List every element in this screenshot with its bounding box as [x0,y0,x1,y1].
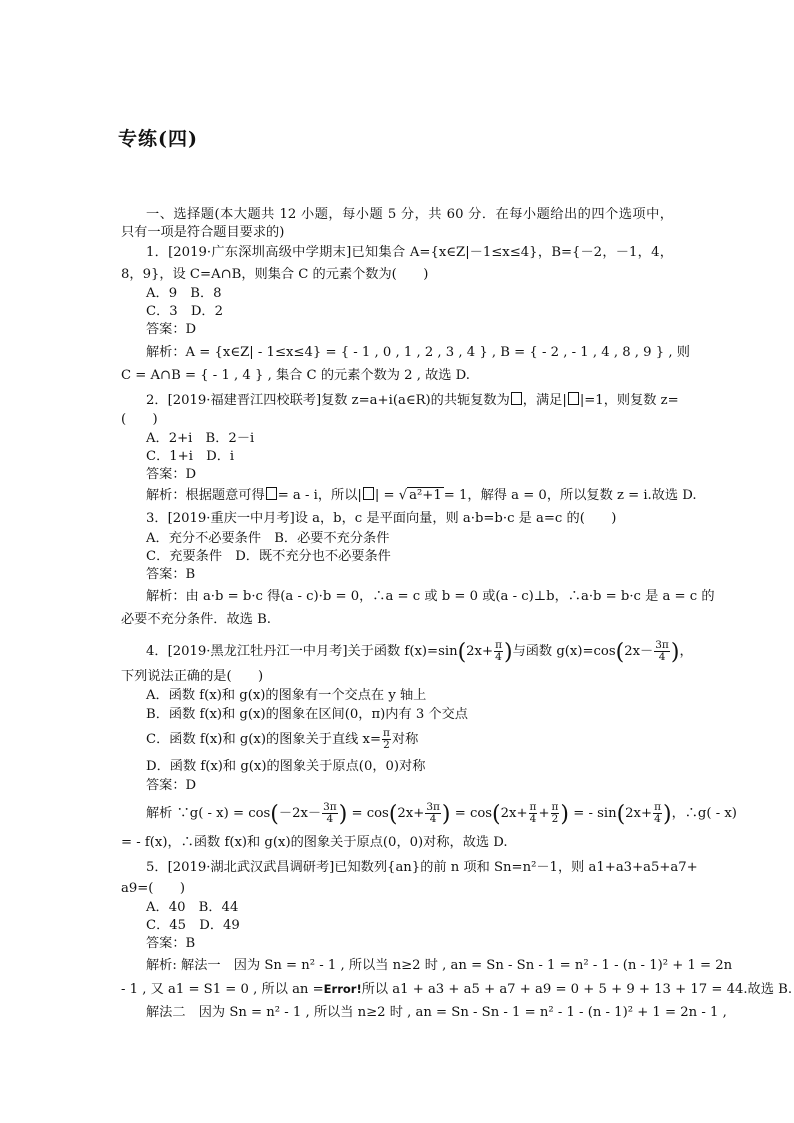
section-intro-line2: 只有一项是符合题目要求的) [121,225,285,240]
q3-explanation-line1: 解析：由 a·b = b·c 得(a - c)·b = 0，∴a = c 或 b = 0 或(a - c)⊥b，∴a·b = b·c 是 a = c 的 [146,589,715,604]
q5-options-ab: A．40 B．44 [146,900,239,915]
fraction-pi-over-4: $\frac{\pi}{4}$ [495,639,502,663]
q1-answer: 答案：D [146,322,197,337]
q1-stem-line1: 1．[2019·广东深圳高级中学期末]已知集合 A={x∈Z|－1≤x≤4}，B={－2，－1，4， [146,245,673,260]
q4-stem-text-a: 4．[2019·黑龙江牡丹江一中月考]关于函数 f(x)=sin [146,644,458,659]
q4-stem-line1: 4．[2019·黑龙江牡丹江一中月考]关于函数 f(x)=sin(2x+ $\frac{\pi}{4}$ )与函数 g(x)=cos(2x－ $\frac{3\pi}{4}$ )， [146,639,693,665]
q4-stem-text-d: 2x－ [624,644,654,659]
q5-options-cd: C．45 D．49 [146,918,240,933]
q3-explanation-line2: 必要不充分条件．故选 B. [121,612,271,627]
q2-exp-sqrt: a²+1 [409,488,442,503]
fraction-pi-over-2: $\frac{\pi}{2}$ [383,727,390,751]
q4-explanation-line1: 解析 ∵g( - x) = cos(－2x－ $\frac{3\pi}{4}$ ) = cos(2x+ $\frac{3\pi}{4}$ ) = cos(2x+ $\frac{\pi}{4}$ + $\frac{\pi}{2}$ ) = - sin(2x+ $\frac{\pi}{4}$ )，∴g( - x) [146,801,737,827]
q4-option-c [146,728,418,751]
q1-stem-line2: 8，9}，设 C=A∩B，则集合 C 的元素个数为( ) [121,267,429,282]
q4-option-d: D．函数 f(x)和 g(x)的图象关于原点(0，0)对称 [146,759,426,774]
conjugate-z-box-icon [266,487,277,500]
q2-stem-text-a: 2．[2019·福建晋江四校联考]复数 z=a+i(a∈R)的共轭复数为 [146,393,510,408]
q5-answer: 答案：B [146,936,196,951]
q2-options-cd: C．1+i D．i [146,449,235,464]
conjugate-z-box-icon [511,392,522,405]
q2-stem-text-b: ，满足| [522,393,567,408]
q4-stem-text-c: 与函数 g(x)=cos [512,644,616,659]
q2-explanation: 解析：根据题意可得 = a - i，所以| | = √ a²+1 = 1，解得 a = 0，所以复数 z = i.故选 D. [146,488,697,503]
q2-answer: 答案：D [146,467,197,482]
q4-answer: 答案：D [146,778,197,793]
q5-explanation-line3: 解法二 因为 Sn = n² - 1 , 所以当 n≥2 时 , an = Sn - Sn - 1 = n² - 1 - (n - 1)² + 1 = 2n - 1 , [146,1005,727,1020]
q5-explanation-line1: 解析: 解法一 因为 Sn = n² - 1 , 所以当 n≥2 时 , an = Sn - Sn - 1 = n² - 1 - (n - 1)² + 1 = 2n [146,958,733,973]
q2-exp-text-b: = a - i，所以| [277,488,362,503]
q2-exp-text-d: = 1，解得 a = 0，所以复数 z = i.故选 D. [443,488,697,503]
fraction-3pi-over-4: $\frac{3\pi}{4}$ [655,639,669,663]
q3-stem: 3．[2019·重庆一中月考]设 a，b，c 是平面向量，则 a·b=b·c 是 a=c 的( ) [146,511,617,526]
q1-explanation-line1: 解析：A = {x∈Z| - 1≤x≤4} = { - 1 , 0 , 1 , 2 , 3 , 4 } , B = { - 2 , - 1 , 4 , 8 , 9 } , 则 [146,345,690,360]
q4-stem-text-b: 2x+ [466,644,494,659]
q2-exp-text-a: 解析：根据题意可得 [146,488,265,503]
q5-stem-line1: 5．[2019·湖北武汉武昌调研考]已知数列{an}的前 n 项和 Sn=n²－1，则 a1+a3+a5+a7+ [146,860,698,875]
q5-stem-line2: a9=( ) [121,881,185,896]
q3-options-ab: A．充分不必要条件 B．必要不充分条件 [146,531,390,546]
q2-stem-text-c: |=1，则复数 z= [579,393,679,408]
q3-answer: 答案：B [146,567,196,582]
q3-options-cd: C．充要条件 D．既不充分也不必要条件 [146,549,391,564]
q1-explanation-line2: C = A∩B = { - 1 , 4 } , 集合 C 的元素个数为 2 , 故选 D. [121,368,470,383]
section-intro-line1: 一、选择题(本大题共 12 小题，每小题 5 分，共 60 分．在每小题给出的四个选项中， [146,207,673,222]
error-field: Error! [323,982,362,996]
q2-options-ab: A．2+i B．2－i [146,431,255,446]
page-title: 专练(四) [118,128,198,150]
q2-stem-line1 [146,392,679,410]
q4-option-a: A．函数 f(x)和 g(x)的图象有一个交点在 y 轴上 [146,688,427,703]
q1-options-cd: C．3 D．2 [146,304,224,319]
q4-option-c-text: C．函数 f(x)和 g(x)的图象关于直线 x= [146,732,381,747]
conjugate-z-box-icon [363,487,374,500]
q2-stem-line2: ( ) [121,412,158,427]
q5-explanation-line2: - 1 , 又 a1 = S1 = 0 , 所以 an =Error!所以 a1 + a3 + a5 + a7 + a9 = 0 + 5 + 9 + 13 + 17 = 44.故选 B. [121,982,793,997]
q1-options-ab: A．9 B．8 [146,286,222,301]
q4-option-c-suffix: 对称 [391,732,419,747]
conjugate-z-box-icon [568,392,579,405]
q4-stem-line2: 下列说法正确的是( ) [121,669,264,684]
q4-explanation-line2: = - f(x)，∴函数 f(x)和 g(x)的图象关于原点(0，0)对称，故选 D. [121,835,508,850]
q4-option-b: B．函数 f(x)和 g(x)的图象在区间(0，π)内有 3 个交点 [146,707,468,722]
q2-exp-text-c: | = [374,488,395,503]
